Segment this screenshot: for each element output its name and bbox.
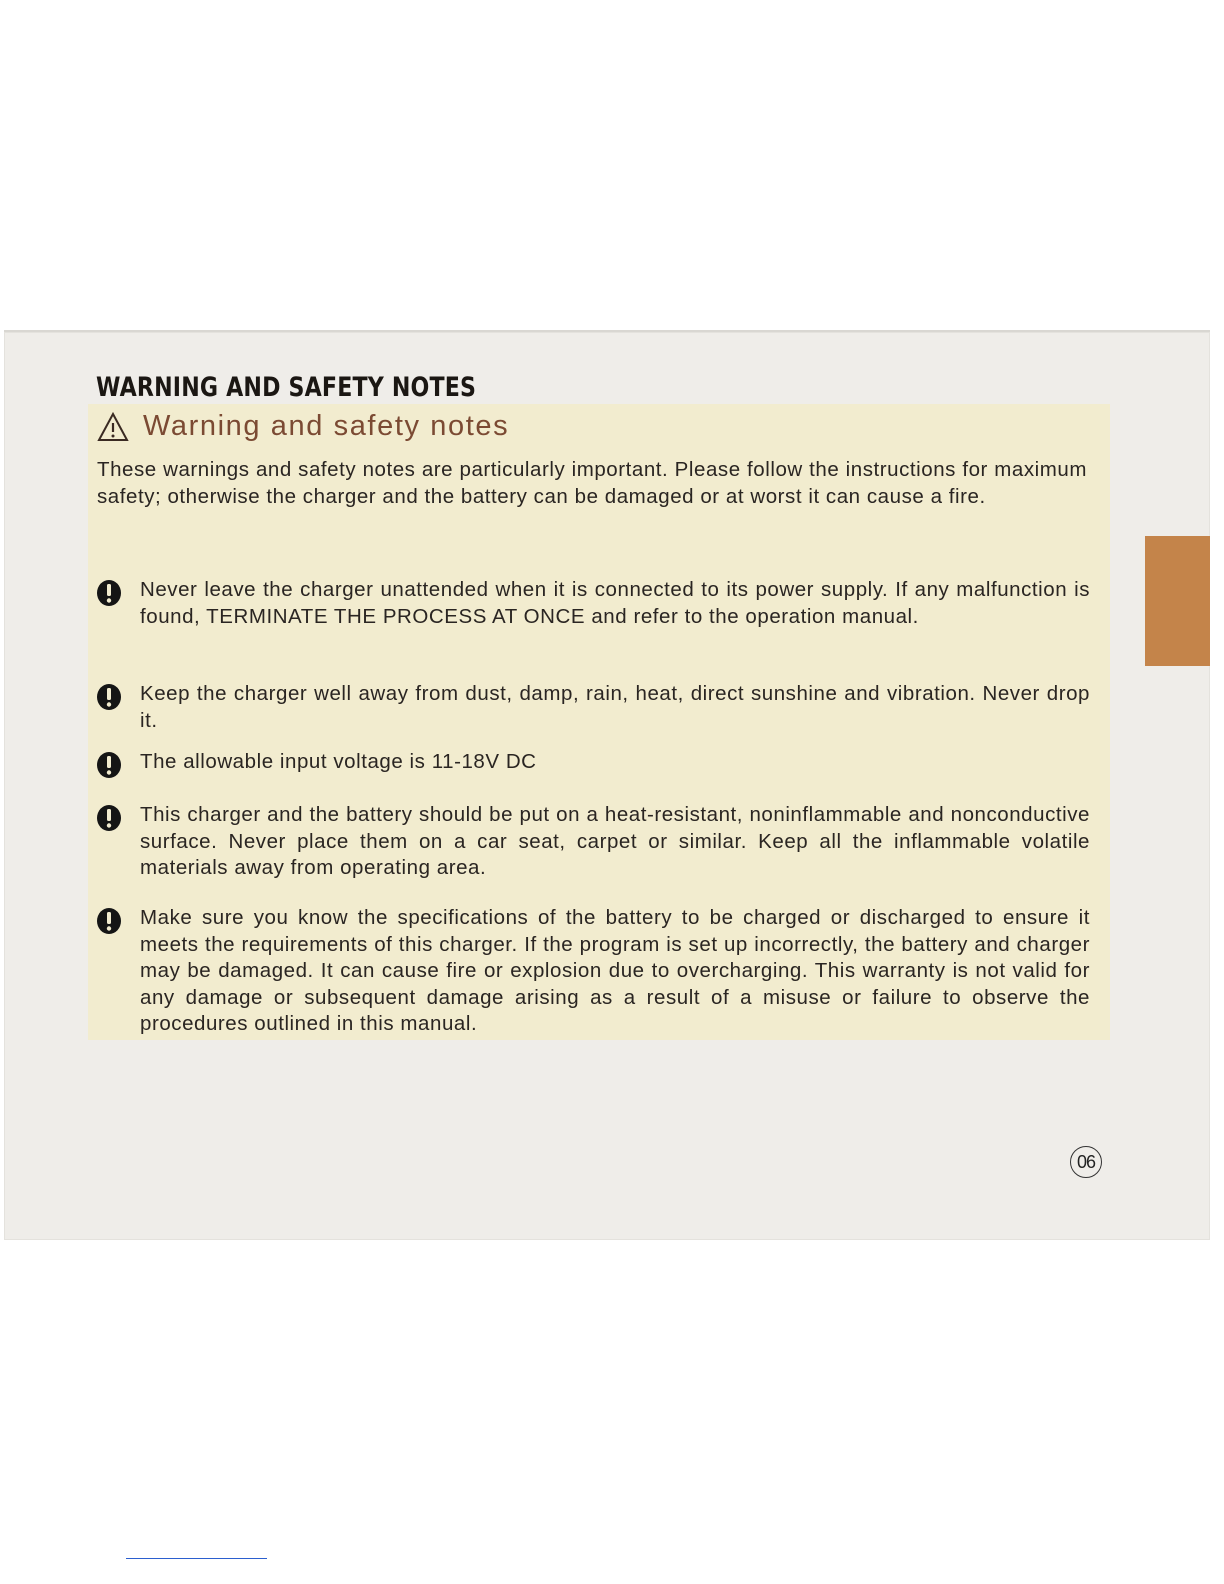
item-text: The allowable input voltage is 11-18V DC [140, 750, 537, 773]
intro-paragraph: These warnings and safety notes are particularly important. Please follow the instructions for maximum safety; otherwise the charger and the battery can be damaged or at worst it can cause a fire. [97, 458, 1087, 508]
page-title: WARNING AND SAFETY NOTES [96, 372, 477, 403]
item-text: Keep the charger well away from dust, damp, rain, heat, direct sunshine and vibration. Never drop it. [140, 682, 1090, 732]
subheading-text: Warning and safety notes [143, 410, 510, 442]
exclamation-bullet-icon [96, 751, 122, 779]
list-item [96, 681, 1096, 734]
item-text: Never leave the charger unattended when it is connected to its power supply. If any malfunction is found, TERMINATE THE PROCESS AT ONCE and refer to the operation manual. [140, 578, 1090, 628]
exclamation-bullet-icon [96, 804, 122, 832]
page-number: 06 [1070, 1146, 1102, 1178]
section-tab [1145, 536, 1210, 666]
exclamation-bullet-icon [96, 683, 122, 711]
exclamation-bullet-icon [96, 907, 122, 935]
list-item [96, 749, 1096, 776]
list-item [96, 905, 1096, 1038]
list-item [96, 577, 1096, 630]
divider [126, 1558, 267, 1559]
item-text: This charger and the battery should be put on a heat-resistant, noninflammable and nonconductive surface. Never place them on a car seat, carpet or similar. Keep all the inflammable volatile materials away from operating area. [140, 803, 1090, 879]
exclamation-bullet-icon [96, 579, 122, 607]
list-item [96, 802, 1096, 882]
warning-triangle-icon [97, 412, 129, 442]
item-text: Make sure you know the specifications of the battery to be charged or discharged to ensure it meets the requirements of this charger. If the program is set up incorrectly, the battery and charger may be damaged. It can cause fire or explosion due to overcharging. This warranty is not valid for any damage or subsequent damage arising as a result of a misuse or failure to observe the procedures outlined in this manual. [140, 906, 1090, 1035]
warning-subheading [97, 410, 509, 443]
